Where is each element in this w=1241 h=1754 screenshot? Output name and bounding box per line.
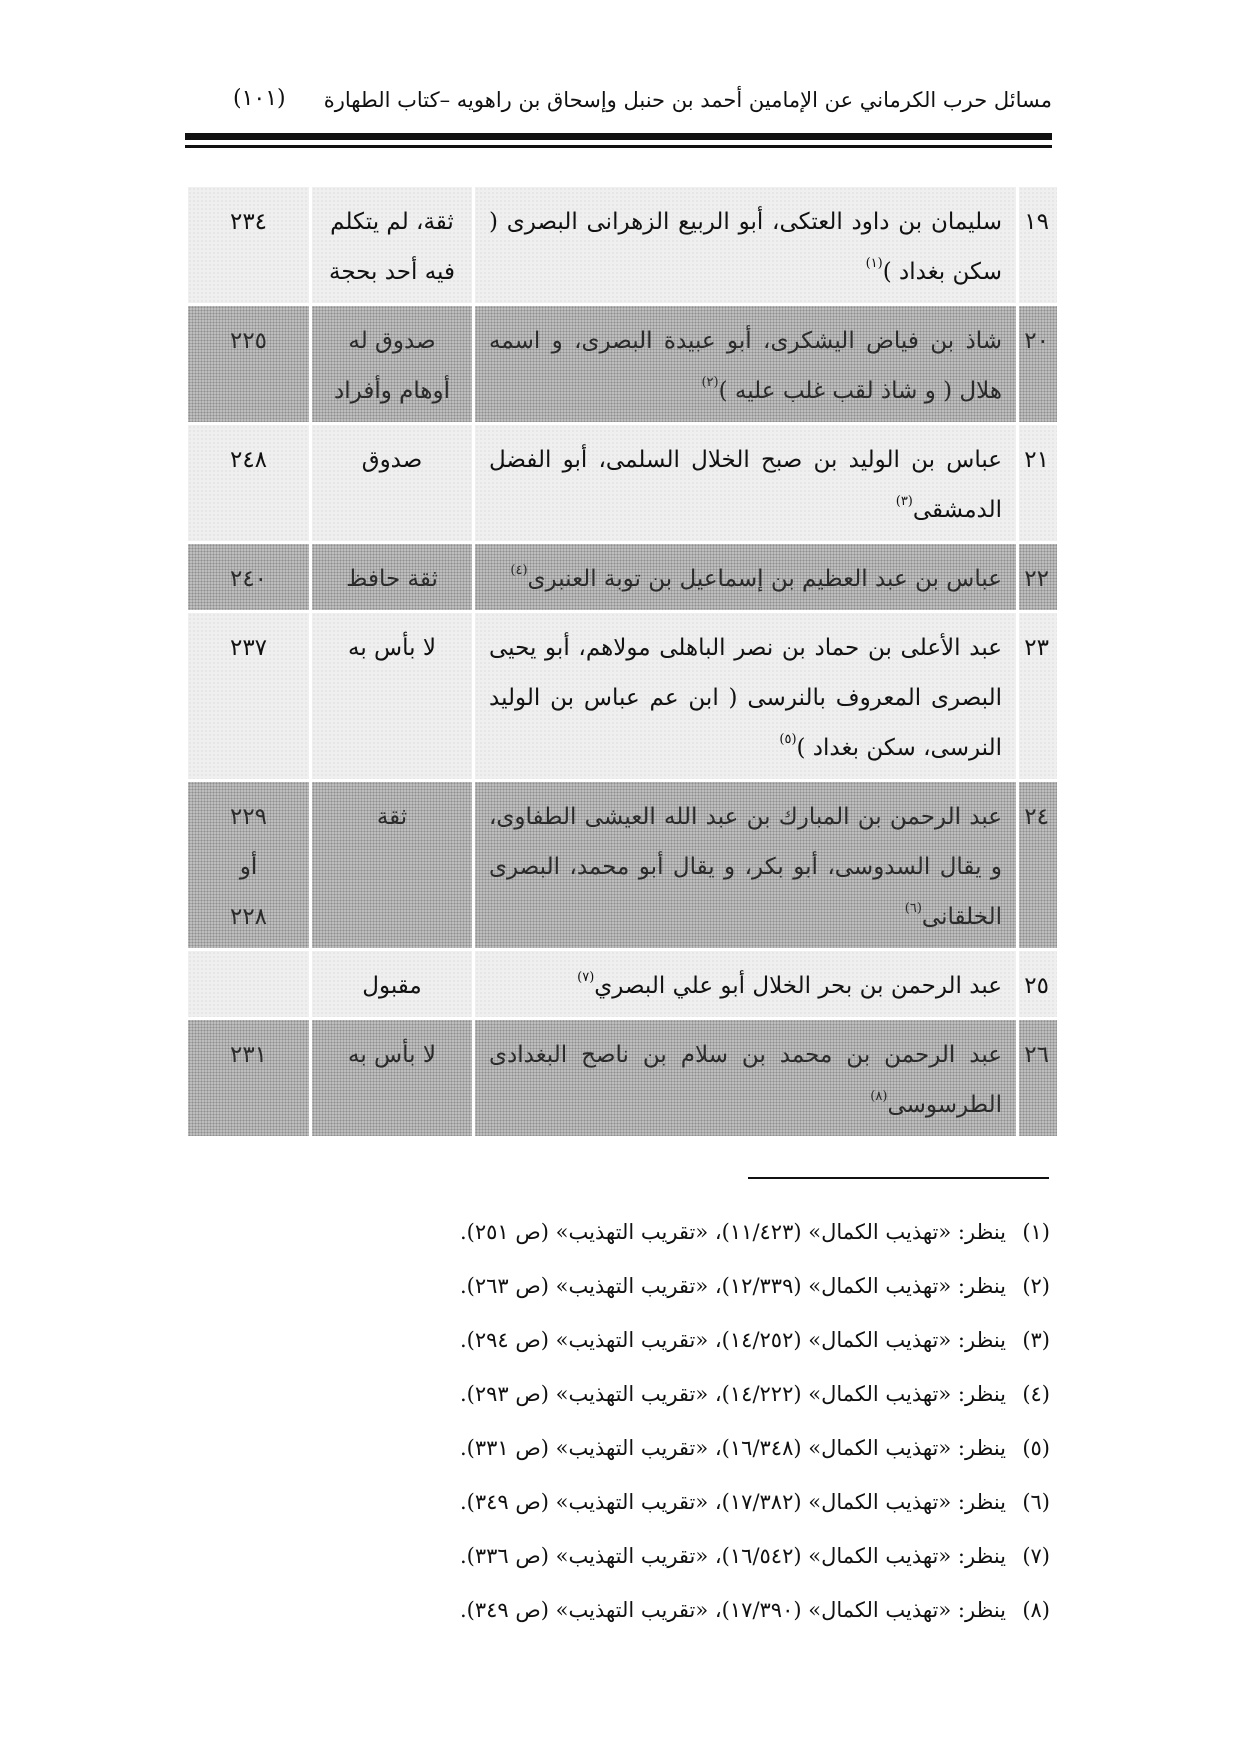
row-number: ٢٠ <box>1019 306 1057 422</box>
narrator-grade: صدوق له أوهام وأفراد <box>312 306 472 422</box>
header-rule-thin <box>185 145 1052 148</box>
footnote-number: (٥) <box>1022 1436 1050 1460</box>
footnote-number: (٨) <box>1022 1598 1050 1622</box>
row-number: ١٩ <box>1019 187 1057 303</box>
footnote-number: (١) <box>1022 1220 1050 1244</box>
table-row <box>185 1020 1057 1136</box>
footnotes-list <box>300 1205 1050 1637</box>
table-row <box>185 187 1057 303</box>
table-row <box>185 544 1057 610</box>
narrator-name-cell <box>475 1020 1016 1136</box>
footnote-text: ينظر: «تهذيب الكمال» (١٤/٢٥٢)، «تقريب التهذيب» (ص ٢٩٤). <box>459 1328 1006 1352</box>
narrator-name: عبد الرحمن بن محمد بن سلام بن ناصح البغدادى الطرسوسى <box>489 1042 1002 1118</box>
death-year: ٢٣٧ <box>229 635 268 661</box>
row-number: ٢١ <box>1019 425 1057 541</box>
narrator-name: عبد الأعلى بن حماد بن نصر الباهلى مولاهم، أبو يحيى البصرى المعروف بالنرسى ( ابن عم عباس بن الوليد النرسى، سكن بغداد ) <box>489 635 1002 761</box>
row-number: ٢٦ <box>1019 1020 1057 1136</box>
footnote-ref: (٦) <box>904 901 922 916</box>
narrator-grade: ثقة <box>312 782 472 948</box>
death-year: ٢٢٩ <box>229 804 268 830</box>
footnote-text: ينظر: «تهذيب الكمال» (١٦/٣٤٨)، «تقريب التهذيب» (ص ٣٣١). <box>459 1436 1006 1460</box>
page-number: (١٠١) <box>233 86 286 111</box>
death-year: ٢٣٤ <box>229 209 268 235</box>
running-header <box>185 82 1052 122</box>
narrator-name: سليمان بن داود العتكى، أبو الربيع الزهرانى البصرى ( سكن بغداد ) <box>489 209 1002 285</box>
narrator-name: عباس بن الوليد بن صبح الخلال السلمى، أبو الفضل الدمشقى <box>489 447 1002 523</box>
narrator-name: عبد الرحمن بن المبارك بن عبد الله العيشى الطفاوى، و يقال السدوسى، أبو بكر، و يقال أبو محمد، البصرى الخلقانى <box>489 804 1002 930</box>
narrator-name-cell <box>475 425 1016 541</box>
death-year: ٢٣١ <box>229 1042 268 1068</box>
table-row <box>185 951 1057 1017</box>
narrator-grade: مقبول <box>312 951 472 1017</box>
footnote <box>300 1475 1050 1529</box>
footnote-ref: (٢) <box>701 375 719 390</box>
death-year: ٢٢٥ <box>229 328 268 354</box>
death-year-cell <box>188 544 309 610</box>
footnote <box>300 1529 1050 1583</box>
narrator-grade: صدوق <box>312 425 472 541</box>
row-number: ٢٣ <box>1019 613 1057 779</box>
narrator-grade: ثقة، لم يتكلم فيه أحد بحجة <box>312 187 472 303</box>
narrator-name-cell <box>475 613 1016 779</box>
footnote-text: ينظر: «تهذيب الكمال» (١٢/٣٣٩)، «تقريب التهذيب» (ص ٢٦٣). <box>459 1274 1006 1298</box>
narrator-name-cell <box>475 951 1016 1017</box>
footnote-text: ينظر: «تهذيب الكمال» (١٧/٣٨٢)، «تقريب التهذيب» (ص ٣٤٩). <box>459 1490 1006 1514</box>
running-header-title: مسائل حرب الكرماني عن الإمامين أحمد بن حنبل وإسحاق بن راهويه –كتاب الطهارة <box>323 88 1052 112</box>
footnote-text: ينظر: «تهذيب الكمال» (١٧/٣٩٠)، «تقريب التهذيب» (ص ٣٤٩). <box>459 1598 1006 1622</box>
table-row <box>185 613 1057 779</box>
table-row <box>185 425 1057 541</box>
death-year-cell <box>188 187 309 303</box>
narrators-table <box>185 187 1057 1139</box>
row-number: ٢٤ <box>1019 782 1057 948</box>
table-row <box>185 306 1057 422</box>
narrator-name-cell <box>475 782 1016 948</box>
footnote-number: (٦) <box>1022 1490 1050 1514</box>
narrator-grade: ثقة حافظ <box>312 544 472 610</box>
footnote <box>300 1205 1050 1259</box>
narrator-name: عبد الرحمن بن بحر الخلال أبو علي البصري <box>594 973 1002 999</box>
narrator-name: شاذ بن فياض اليشكرى، أبو عبيدة البصرى، و اسمه هلال ( و شاذ لقب غلب عليه ) <box>489 328 1002 404</box>
row-number: ٢٥ <box>1019 951 1057 1017</box>
death-year-cell <box>188 782 309 948</box>
footnote-ref: (٨) <box>870 1089 888 1104</box>
footnote-ref: (٤) <box>510 563 528 578</box>
death-year-cell <box>188 613 309 779</box>
footnote <box>300 1583 1050 1637</box>
footnote-ref: (٣) <box>895 494 913 509</box>
footnote-number: (٣) <box>1022 1328 1050 1352</box>
footnote-number: (٢) <box>1022 1274 1050 1298</box>
death-year-cell <box>188 1020 309 1136</box>
death-year: ٢٤٨ <box>229 447 268 473</box>
death-year <box>196 961 301 1011</box>
death-year-cell <box>188 306 309 422</box>
footnote-ref: (٥) <box>779 732 797 747</box>
narrator-name-cell <box>475 544 1016 610</box>
footnote-text: ينظر: «تهذيب الكمال» (١٤/٢٢٢)، «تقريب التهذيب» (ص ٢٩٣). <box>459 1382 1006 1406</box>
narrator-name: عباس بن عبد العظيم بن إسماعيل بن توبة العنبرى <box>527 566 1002 592</box>
death-year-cell <box>188 951 309 1017</box>
footnote <box>300 1259 1050 1313</box>
death-year: ٢٤٠ <box>229 566 268 592</box>
death-year: ٢٢٨ <box>229 904 268 930</box>
footnote-separator <box>748 1177 1049 1179</box>
footnote <box>300 1367 1050 1421</box>
narrator-name-cell <box>475 306 1016 422</box>
footnote-text: ينظر: «تهذيب الكمال» (١٦/٥٤٢)، «تقريب التهذيب» (ص ٣٣٦). <box>459 1544 1006 1568</box>
footnote-number: (٤) <box>1022 1382 1050 1406</box>
narrator-grade: لا بأس به <box>312 613 472 779</box>
footnote-number: (٧) <box>1022 1544 1050 1568</box>
footnote <box>300 1421 1050 1475</box>
footnote-ref: (١) <box>865 256 883 271</box>
row-number: ٢٢ <box>1019 544 1057 610</box>
death-year-cell <box>188 425 309 541</box>
death-year: أو <box>239 854 258 880</box>
narrator-name-cell <box>475 187 1016 303</box>
table-row <box>185 782 1057 948</box>
footnote-ref: (٧) <box>577 970 595 985</box>
narrator-grade: لا بأس به <box>312 1020 472 1136</box>
footnote <box>300 1313 1050 1367</box>
header-rule-thick <box>185 133 1052 140</box>
footnote-text: ينظر: «تهذيب الكمال» (١١/٤٢٣)، «تقريب التهذيب» (ص ٢٥١). <box>459 1220 1006 1244</box>
